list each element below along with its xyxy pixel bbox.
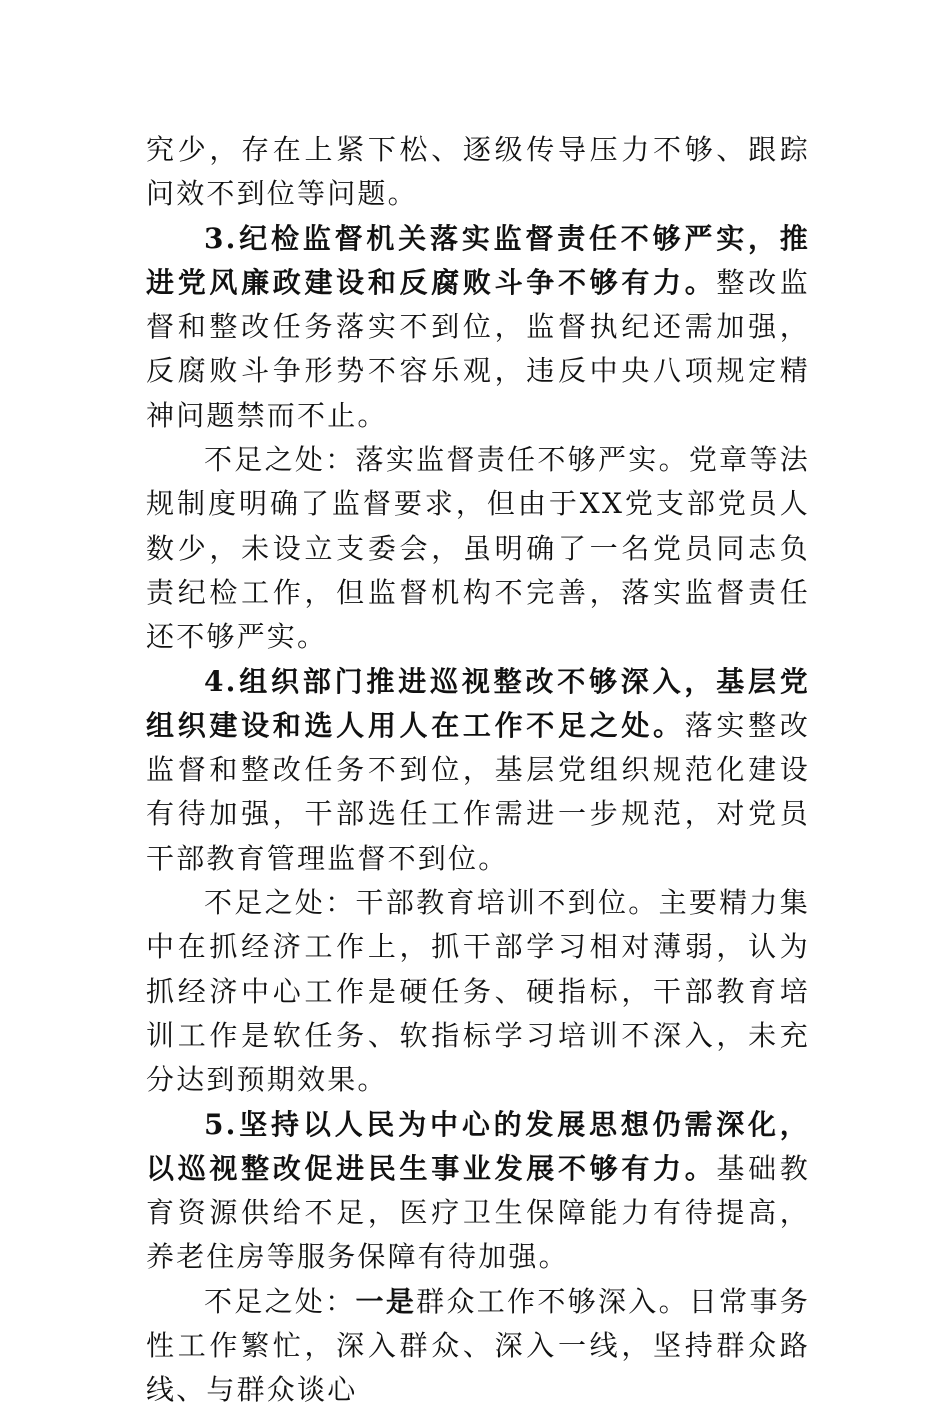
paragraph-text: 基础教育资源供给不足，医疗卫生保障能力有待提高，养老住房等服务保障有待加强。 <box>146 1151 810 1274</box>
paragraph-shortcoming-5 <box>146 1280 810 1413</box>
paragraph-item-5 <box>146 1103 810 1280</box>
item-heading: 4.组织部门推进巡视整改不够深入，基层党组织建设和选人用人在工作不足之处。 <box>146 664 810 742</box>
paragraph-text: 不足之处： <box>204 1284 356 1318</box>
paragraph-item-4 <box>146 660 810 881</box>
item-heading: 5.坚持以人民为中心的发展思想仍需深化，以巡视整改促进民生事业发展不够有力。 <box>146 1107 810 1185</box>
paragraph-text: 整改监督和整改任务落实不到位，监督执纪还需加强，反腐败斗争形势不容乐观，违反中央八项规定精神问题禁而不止。 <box>146 265 810 432</box>
paragraph-shortcoming-3 <box>146 438 810 659</box>
paragraph-text: 不足之处：落实监督责任不够严实。党章等法规制度明确了监督要求，但由于XX党支部党员人数少，未设立支委会，虽明确了一名党员同志负责纪检工作，但监督机构不完善，落实监督责任还不够严实。 <box>146 443 810 654</box>
paragraph-shortcoming-4 <box>146 881 810 1102</box>
paragraph-text: 落实整改监督和整改任务不到位，基层党组织规范化建设有待加强，干部选任工作需进一步规范，对党员干部教育管理监督不到位。 <box>146 708 810 875</box>
paragraph-continuation <box>146 128 810 217</box>
paragraph-text: 不足之处：干部教育培训不到位。主要精力集中在抓经济工作上，抓干部学习相对薄弱，认为抓经济中心工作是硬任务、硬指标，干部教育培训工作是软任务、软指标学习培训不深入，未充分达到预期效果。 <box>146 886 810 1097</box>
paragraph-text: 究少，存在上紧下松、逐级传导压力不够、跟踪问效不到位等问题。 <box>146 133 810 211</box>
ordinal-marker: 一是 <box>355 1284 417 1318</box>
document-page <box>146 128 810 1413</box>
paragraph-text: 群众工作不够深入。日常事务性工作繁忙，深入群众、深入一线，坚持群众路线、与群众谈心 <box>146 1284 810 1407</box>
item-heading: 3.纪检监督机关落实监督责任不够严实，推进党风廉政建设和反腐败斗争不够有力。 <box>146 221 810 299</box>
paragraph-item-3 <box>146 217 810 438</box>
